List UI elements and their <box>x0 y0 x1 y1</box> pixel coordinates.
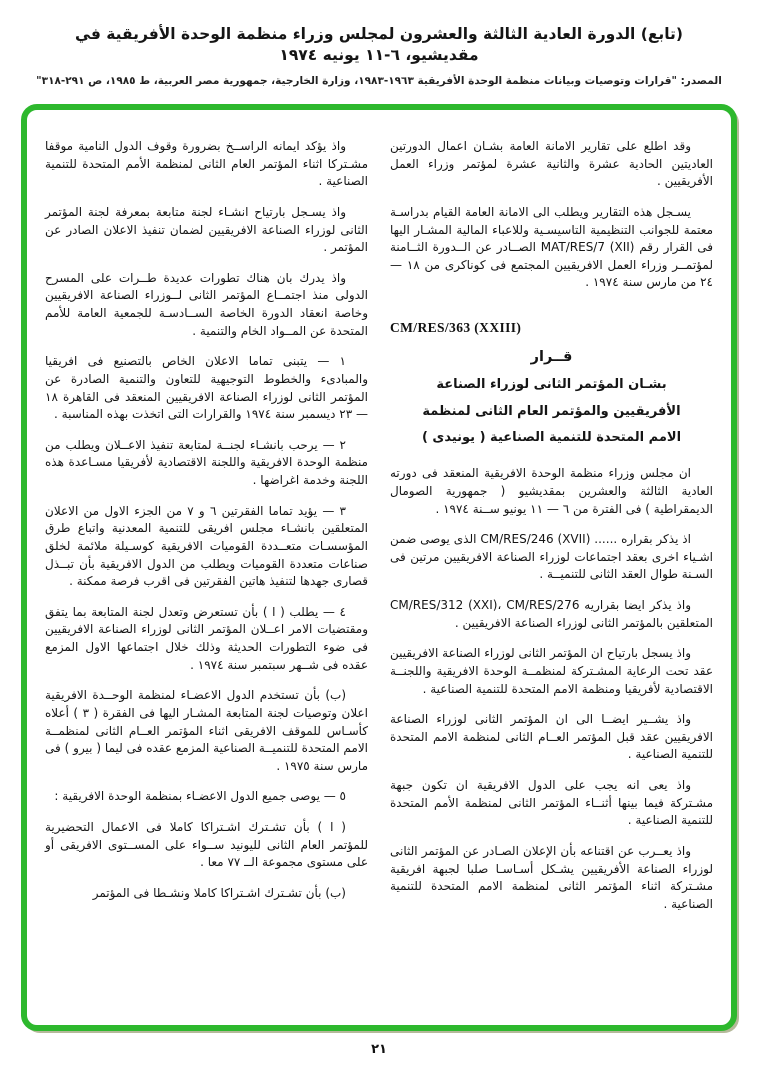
paragraph: ان مجلس وزراء منظمة الوحدة الافريقية المنعقد فى دورته العادية الثالثة والعشرين بمقديشيو ( جمهورية الصومال الديمقراطية ) فى الفترة من ٦ — ١١ يونيو ســنة ١٩٧٤ . <box>390 466 713 516</box>
column-right <box>390 138 713 1007</box>
page-header <box>0 24 758 87</box>
paragraph: واذ يذكر ايضا بقراريه CM/RES/312 (XXI)، CM/RES/276 المتعلقين بالمؤتمر الثانى لوزراء الصناعة الافريقيين . <box>390 598 713 630</box>
resolution-title-line: قــرار <box>530 348 573 365</box>
paragraph: (ب) بأن تستخدم الدول الاعضـاء لمنظمة الوحــدة الافريقية اعلان وتوصيات لجنة المتابعة المشـار اليها فى الفقرة ( ٣ ) أعلاه كأسـاس للموقف الافريقى اثناء المؤتمر العــام الثانى لمنظمــة الامم المتحدة للتنميــة الصناعية المزمع عقده فى ليما ( بيرو ) فى مارس سنة ١٩٧٥ . <box>45 688 368 773</box>
paragraph: واذ يعى انه يجب على الدول الافريقية ان تكون جبهة مشـتركة فيما بينها أثنــاء المؤتمر الثانى لمنظمة الأمم المتحدة للتنمية الصناعية . <box>390 778 713 828</box>
page-number: ٢١ <box>371 1042 387 1057</box>
paragraph: ( ا ) بأن تشـترك اشـتراكا كاملا فى الاعمال التحضيرية للمؤتمر العام الثانى لليونيد ســواء على المســتوى الافريقى أو على مستوى مجموعة الــ ٧٧ معا . <box>45 820 368 870</box>
paragraph: واذ يعــرب عن اقتناعه بأن الإعلان الصـادر عن المؤتمر الثانى لوزراء الصناعة الأفريقيين يشـكل أسـاسـا صلبا لجبهة افريقية مشـتركة اثناء المؤتمر الثانى لمنظمة الامم المتحدة للتنمية الصناعية . <box>390 843 713 911</box>
paragraph: واذ يدرك بان هناك تطورات عديدة طــرات على المسرح الدولى منذ اجتمــاع المؤتمر الثانى لــوزراء الصناعة الافريقيين وخاصة انعقاد الدورة الخاصة الســادسـة للجمعية العامة للأمم المتحدة عن المــواد الخام والتنمية . <box>45 270 368 338</box>
resolution-title <box>390 348 713 448</box>
paragraph: ٥ — يوصى جميع الدول الاعضـاء بمنظمة الوحدة الافريقية : <box>54 789 346 804</box>
paragraph: اذ يذكر بقراره ...... CM/RES/246 (XVII) الذى يوصى ضمن اشـياء اخرى بعقد اجتماعات لوزراء الصناعة الافريقيين مرتين فى السـنة طوال العقد الثانى للتنميــة . <box>390 532 713 582</box>
paragraph: واذ يسجل بارتياح ان المؤتمر الثانى لوزراء الصناعة الافريقيين عقد تحت الرعاية المشـتركة لمنظمــة الوحدة الافريقية واللجنــة الاقتصادية لأفريقيا ومنظمة الامم المتحدة للتنمية الصناعية . <box>390 646 713 696</box>
paragraph: وقد اطلع على تقارير الامانة العامة بشـان اعمال الدورتين العاديتين الحادية عشرة والثانية عشرة لمؤتمر وزراء العمل الأفريقيين . <box>390 139 713 189</box>
header-source: المصدر: "قرارات وتوصيات وبيانات منظمة الوحدة الأفريقية ١٩٦٣-١٩٨٣، وزارة الخارجية، جمهورية مصر العربية، ط ١٩٨٥، ص ٢٩١-٣١٨" <box>36 74 722 87</box>
paragraph: (ب) بأن تشـترك اشـتراكا كاملا ونشـطا فى المؤتمر <box>92 885 346 900</box>
content-box <box>21 104 737 1031</box>
resolution-title-line: الأفريقيين والمؤتمر العام الثانى لمنظمة <box>422 403 681 419</box>
paragraph: ٤ — يطلب ( ا ) بأن تستعرض وتعدل لجنة المتابعة بما يتفق ومقتضيات الامر اعــلان المؤتمر الثانى لوزراء الصناعة الافريقيين فى ضوء التطورات الحديثة وذلك خلال اجتماعها الاول المزمع عقده فى شــهر سبتمبر سنة ١٩٧٤ . <box>45 604 368 672</box>
paragraph: واذ يسـجل بارتياح انشـاء لجنة متابعة بمعرفة لجنة المؤتمر الثانى لوزراء الصناعة الافريقيين لضمان تنفيذ الاعلان الصادر عن المؤتمر . <box>45 204 368 255</box>
resolution-number: CM/RES/363 (XXIII) <box>390 320 522 335</box>
paragraph: يسـجل هذه التقارير ويطلب الى الامانة العامة القيام بدراسـة معتمة للجوانب التنظيمية التاسيسـية وللاعباء المالية المشـار اليها فى القرار رقم MAT/RES/7 (XII) الصــادر عن الــدورة الثــامنة لمؤتمــر وزراء العمل الافريقيين المجتمع فى كوناكرى من ١٨ — ٢٤ من مارس سنة ١٩٧٤ . <box>390 204 713 290</box>
column-left <box>45 138 368 1007</box>
paragraph: ٢ — يرحب بانشـاء لجنــة لمتابعة تنفيذ الاعــلان ويطلب من منظمة الوحدة الافريقية واللجنة الاقتصادية لأفريقيا مسـاعدة هذه اللجنة وخدمة اغراضها . <box>45 437 368 487</box>
resolution-title-line: بشـان المؤتمر الثانى لوزراء الصناعة <box>436 376 667 392</box>
paragraph: واذ يؤكد ايمانه الراســخ بضرورة وقوف الدول النامية موقفا مشـتركا اثناء المؤتمر العام الثانى لمنظمة الأمم المتحدة للتنمية الصناعية . <box>45 139 368 189</box>
paragraph: ١ — يتبنى تماما الاعلان الخاص بالتصنيع فى افريقيا والمبادىء والخطوط التوجيهية للتعاون والتنمية الصادرة عن المؤتمر الثانى لوزراء الصناعة الافريقيين المنعقد فى القاهرة ١٨ — ٢٣ ديسمبر سنة ١٩٧٤ والقرارات التى اتخذت بهذه المناسبة . <box>45 354 368 422</box>
paragraph: ٣ — يؤيد تماما الفقرتين ٦ و ٧ من الجزء الاول من الاعلان المتعلقين بانشـاء مجلس افريقى للتنمية المعدنية واتباع طرق المؤسسـات متعــددة القوميات الافريقية كوسـيلة ملائمة لخلق صناعات متعددة القوميات ويطلب من الدول الافريقية بأن تبــذل قصارى جهدها لتنفيذ هاتين الفقرتين فى اقرب فرصة ممكنة . <box>45 503 368 589</box>
resolution-title-line: الامم المتحدة للتنمية الصناعية ( يونيدى ) <box>421 430 682 446</box>
paragraph: واذ يشــير ايضــا الى ان المؤتمر الثانى لوزراء الصناعة الافريقيين عقد قبل المؤتمر العــام الثانى لمنظمة الامم المتحدة للتنمية الصناعية . <box>390 712 713 762</box>
header-title: (تابع) الدورة العادية الثالثة والعشرون لمجلس وزراء منظمة الوحدة الأفريقية في مقديشيو، ٦-١١ يونيه ١٩٧٤ <box>75 25 683 64</box>
